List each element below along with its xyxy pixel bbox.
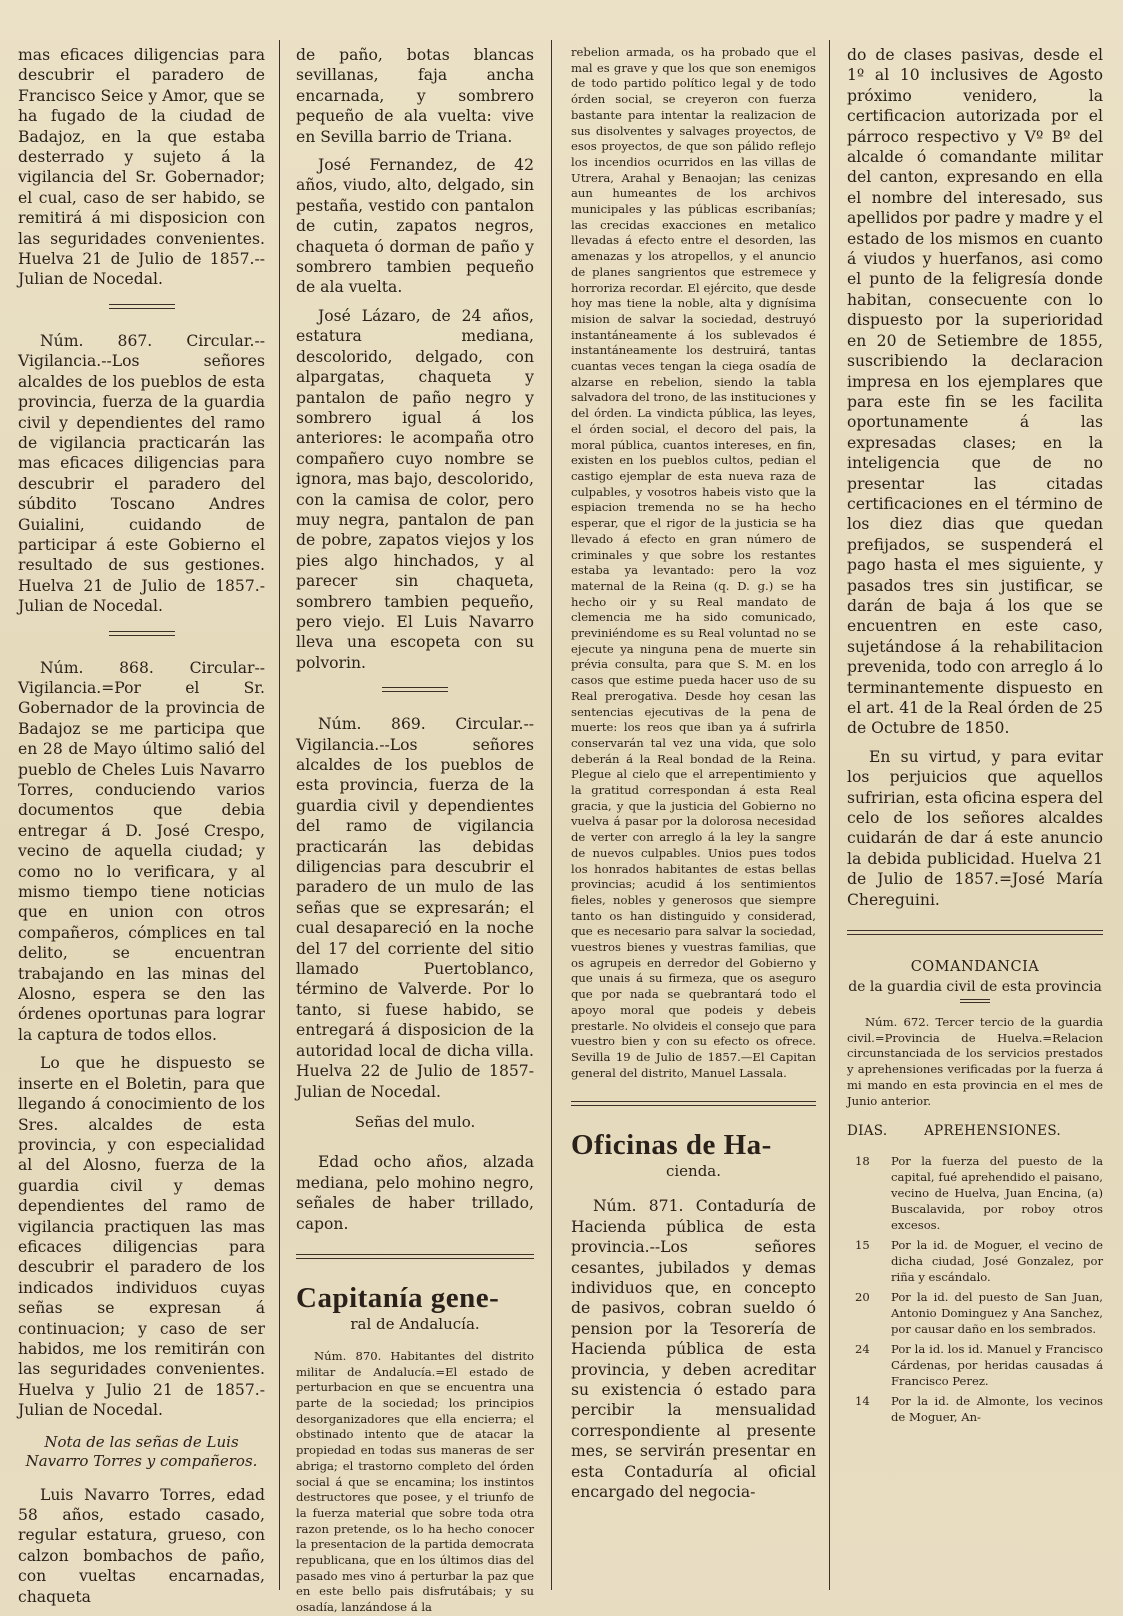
row-day: 15: [855, 1238, 870, 1253]
paragraph: En su virtud, y para evitar los perjuicios que aquellos sufririan, esta oficina espera del celo de los señores alcaldes cuidarán de dar á este anuncio la debida publicidad. Huelva 21 de Julio de 1857.=José María Chereguini.: [847, 747, 1103, 909]
mule-description-heading: Señas del mulo.: [354, 1112, 476, 1131]
column-3: [571, 45, 816, 1590]
paragraph: mas eficaces diligencias para descubrir el paradero de Francisco Seice y Amor, que se ha fugado de la ciudad de Badajoz, en la que estaba desterrado y sujeto á la vigilancia del Sr. Gobernador; el cual, caso de ser habido, se remitirá á mi disposicion con las seguridades convenientes. Huelva 21 de Julio de 1857.--Julian de Nocedal.: [18, 46, 265, 289]
section-title: Oficinas de Ha-: [571, 1129, 772, 1162]
table-row: [847, 1153, 1103, 1233]
separator: [109, 631, 175, 636]
table-row: [847, 1341, 1103, 1389]
paragraph: do de clases pasivas, desde el 1º al 10 inclusives de Agosto próximo venidero, la certificacion autorizada por el párroco respectivo y Vº Bº del alcalde ó comandante militar del canton, expresando en ella el nombre del interesado, sus apellidos por padre y madre y el estado de los mismos en cuanto á viudos y huerfanos, asi como el punto de la feligresía donde habitan, consecuente con lo dispuesto por la superioridad en 20 de Setiembre de 1855, suscribiendo la declaracion impresa en los ejemplares que para este fin se les facilita oportunamente á las expresadas clases; en la inteligencia que de no presentar las citadas certificaciones en el término de los diez dias que quedan prefijados, se suspenderá el pago hasta el mes siguiente, y pasados tres sin justificar, se darán de baja á los que se encuentren en este caso, sujetándose á la rehabilitacion prevenida, todo con arreglo á lo terminantemente dispuesto en el art. 41 de la Real órden de 25 de Octubre de 1850.: [847, 46, 1103, 738]
arrests-table: [847, 1153, 1103, 1425]
row-text: Por la id. los id. Manuel y Francisco Cárdenas, por heridas causadas á Francisco Perez.: [891, 1342, 1103, 1389]
separator: [960, 999, 990, 1003]
table-header: [847, 1123, 1099, 1139]
row-text: Por la id. del puesto de San Juan, Antonio Dominguez y Ana Sanchez, por causar daño en los sembrados.: [891, 1290, 1103, 1337]
row-text: Por la fuerza del puesto de la capital, fué aprehendido el paisano, vecino de Huelva, Juan Encina, (a) Buscalavida, por roboy otros excesos.: [891, 1154, 1103, 1233]
section-subtitle: de la guardia civil de esta provincia: [848, 979, 1102, 996]
paragraph: de paño, botas blancas sevillanas, faja ancha encarnada, y sombrero pequeño de ala vuelta: vive en Sevilla barrio de Triana.: [296, 46, 534, 146]
separator: [847, 930, 1103, 935]
column-divider: [279, 40, 280, 1590]
row-day: 14: [855, 1394, 870, 1409]
table-row: [847, 1393, 1103, 1425]
column-1: [18, 45, 265, 1606]
paragraph: Luis Navarro Torres, edad 58 años, estado casado, regular estatura, grueso, con calzon bombachos de paño, con vueltas encarnadas, chaqueta: [18, 1485, 265, 1606]
paragraph: Lo que he dispuesto se inserte en el Boletin, para que llegando á conocimiento de los Sres. alcaldes de esta provincia, y con especialidad al del Alosno, fuerza de la guardia civil y demas dependientes del ramo de vigilancia practiquen las mas eficaces diligencias para descubrir el paradero de los indicados individuos cuyas señas se expresan á continuacion; y caso de ser habidos, me los remitirán con las seguridades convenientes. Huelva y Julio 21 de 1857.-Julian de Nocedal.: [18, 1054, 265, 1420]
note-heading: Nota de las señas de Luis Navarro Torres y compañeros.: [25, 1432, 258, 1470]
row-day: 20: [855, 1290, 870, 1305]
notice-672: Núm. 672. Tercer tercio de la guardia civil.=Provincia de Huelva.=Relacion circunstanciada de los servicios prestados y aprehensiones verificadas por la fuerza á mi mando en esta provincia en el mes de Junio anterior.: [847, 1015, 1103, 1108]
table-row: [847, 1289, 1103, 1337]
separator: [571, 1101, 816, 1106]
paragraph: rebelion armada, os ha probado que el mal es grave y que los que son enemigos de todo partido político legal y de todo órden social, se creyeron con fuerza bastante para intentar la realizacion de sus disolventes y salvages proyectos, de esos proyectos, de que son pálido reflejo los incendios ocurridos en las villas de Utrera, Arahal y Benaojan; las cenizas aun humeantes de los archivos municipales y las públicas escribanías; las crecidas exacciones en metalico llevadas á efecto entre el desorden, las amenazas y los atropellos, y el anuncio de planes sangrientos que estremece y horroriza recordar. El ejército, que desde hoy mas tiene la noble, alta y dignísima mision de salvar la sociedad, destruyó instantáneamente á los sublevados é instantáneamente los destruirá, tantas cuantas veces tengan la ciega osadía de alzarse en rebelion, siendo la tabla salvadora del trono, de las instituciones y del órden. La vindicta pública, las leyes, el órden social, el decoro del pais, la moral pública, cuantos intereses, en fin, existen en los pueblos cultos, pedian el castigo ejemplar de esta nueva raza de culpables, y vosotros habeis visto que la espiacion tremenda no se ha hecho esperar, que el rigor de la justicia se ha llevado á efecto en gran número de criminales y que sobre los restantes estaba ya levantado: pero la voz maternal de la Reina (q. D. g.) se ha hecho oir y su Real mandato de clemencia me ha sido comunicado, previniéndome es su Real voluntad no se ejecute ya ninguna pena de muerte sin prévia consulta, para que S. M. en los casos que estime pueda hacer uso de su Real prerogativa. Desde hoy cesan las sentencias ejecutivas de la pena de muerte: los reos que iban ya á sufrirla conservarán tal vez una vida, que solo deberán á la Real bondad de la Reina. Plegue al cielo que el arrepentimiento y la gratitud correspondan á esta Real gracia, y que la justicia del Gobierno no vuelva á pasar por la dolorosa necesidad de verter con arreglo á la ley la sangre de nuevos culpables. Unios pues todos los honrados habitantes de estas bellas provincias; acudid á los sentimientos fieles, nobles y generosos que siempre tanto os han distinguido y considerad, que es necesario para salvar la sociedad, vuestros bienes y vuestras familias, que os agrupeis en derredor del Gobierno y que unais á su firmeza, que os aseguro que por nada se quebrantará todo el apoyo moral que podeis y debeis prestarle. No olvideis el consejo que para vuestro bien y con su efecto os ofrece. Sevilla 19 de Julio de 1857.—El Capitan general del distrito, Manuel Lassala.: [571, 45, 816, 1080]
proclamation-870: Núm. 870. Habitantes del distrito militar de Andalucía.=El estado de perturbacion en que se encuentra una parte de la sociedad; los principios desorganizadores que ella encierra; el obstinado intento que de atacar la propiedad en todas sus maneras de ser abriga; el trastorno completo del órden social á que se encamina; los instintos destructores que posee, y el triunfo de la fuerza material que sobre toda otra razon pretende, os lo ha hecho conocer la presentacion de la partida democrata republicana, que en los últimos dias del pasado mes vino á perturbar la paz que en este bello pais disfrutábais; y su osadía, lanzándose á la: [296, 1348, 534, 1615]
column-2: [296, 45, 535, 1615]
notice-871: Núm. 871. Contaduría de Hacienda pública de esta provincia.--Los señores cesantes, jubilados y demas individuos que, en concepto de pasivos, cobran sueldo ó pension por la Tesorería de Hacienda pública de esta provincia, y deben acreditar su existencia ó estado para percibir la mensualidad correspondiente al presente mes, se servirán presentar en esta Contaduría al oficial encargado del negocia-: [571, 1197, 816, 1502]
table-row: [847, 1237, 1103, 1285]
section-subtitle: ral de Andalucía.: [350, 1314, 480, 1333]
paragraph: José Lázaro, de 24 años, estatura mediana, descolorido, delgado, con alpargatas, chaqueta y pantalon de paño negro y sombrero igual á los anteriores: le acompaña otro compañero cuyo nombre se ignora, mas bajo, descolorido, con la camisa de color, pero muy negra, pantalon de pan de pobre, zapatos viejos y los pies algo hinchados, y al parecer sin chaqueta, sombrero tambien pequeño, pero viejo. El Luis Navarro lleva una escopeta con su polvorin.: [296, 306, 535, 672]
row-text: Por la id. de Moguer, el vecino de dicha ciudad, José Gonzalez, por riña y escándalo.: [891, 1238, 1103, 1285]
column-4: [847, 45, 1103, 1590]
column-divider: [829, 40, 830, 1590]
row-day: 18: [855, 1154, 870, 1169]
circular-868: Núm. 868. Circular--Vigilancia.=Por el Sr. Gobernador de la provincia de Badajoz se me participa que en 28 de Mayo último salió del pueblo de Cheles Luis Navarro Torres, conduciendo varios documentos que debia entregar á D. José Crespo, vecino de aquella ciudad; y como no lo verificara, y al mismo tiempo tiene noticias que en union con otros compañeros, cómplices en tal delito, se encuentran trabajando en las minas del Alosno, espera se den las órdenes oportunas para lograr la captura de todos ellos.: [18, 658, 265, 1044]
paragraph: José Fernandez, de 42 años, viudo, alto, delgado, sin pestaña, vestido con pantalon de cutin, zapatos negros, chaqueta ó dorman de paño y sombrero tambien pequeño de ala vuelta.: [296, 156, 534, 297]
circular-867: Núm. 867. Circular.--Vigilancia.--Los señores alcaldes de los pueblos de esta provincia, fuerza de la guardia civil y dependientes del ramo de vigilancia practicarán las mas eficaces diligencias para descubrir el paradero del súbdito Toscano Andres Guialini, cuidando de participar á este Gobierno el resultado de sus gestiones. Huelva 21 de Julio de 1857.-Julian de Nocedal.: [18, 331, 265, 616]
row-day: 24: [855, 1342, 870, 1357]
separator: [296, 1254, 534, 1259]
separator: [382, 687, 448, 692]
row-text: Por la id. de Almonte, los vecinos de Moguer, An-: [891, 1394, 1103, 1425]
column-header-arrests: APREHENSIONES.: [924, 1123, 1061, 1140]
circular-869: Núm. 869. Circular.--Vigilancia.--Los señores alcaldes de los pueblos de esta provincia, fuerza de la guardia civil y dependientes del ramo de vigilancia practicarán las debidas diligencias para descubrir el paradero de un mulo de las señas que se expresarán; el cual desapareció en la noche del 17 del corriente del sitio llamado Puertoblanco, término de Valverde. Por lo tanto, si fuese habido, se entregará á disposicion de la autoridad local de dicha villa. Huelva 22 de Julio de 1857-Julian de Nocedal.: [296, 715, 534, 1101]
section-subtitle: cienda.: [665, 1162, 722, 1181]
column-header-days: DIAS.: [847, 1123, 888, 1140]
column-divider: [551, 40, 552, 1590]
section-title: Capitanía gene-: [296, 1281, 500, 1314]
separator: [109, 304, 175, 309]
section-title: COMANDANCIA: [910, 959, 1040, 976]
paragraph: Edad ocho años, alzada mediana, pelo mohino negro, señales de haber trillado, capon.: [296, 1153, 534, 1233]
